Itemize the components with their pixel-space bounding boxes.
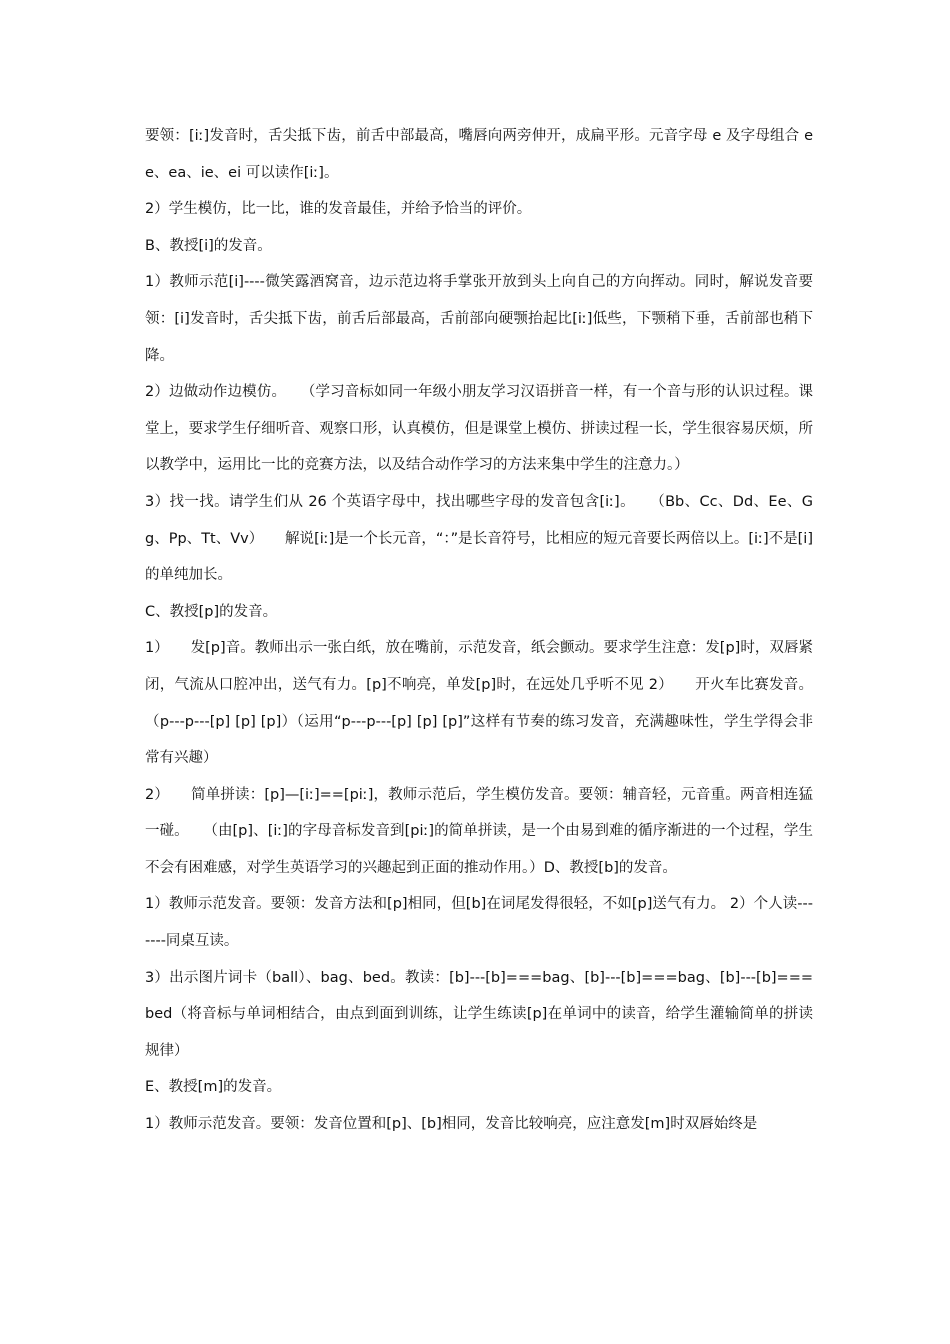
paragraph: 1） 发[p]音。教师出示一张白纸，放在嘴前，示范发音，纸会颤动。要求学生注意：发[p]时，双唇紧闭，气流从口腔冲出，送气有力。[p]不响亮，单发[p]时，在远处几乎听不见 2） 开火车比赛发音。（p---p---[p] [p] [p]）（运用“p---p---[p] [p] [p]”这样有节奏的练习发音，充满趣味性，学生学得会非常有兴趣） <box>145 640 813 767</box>
paragraph: 2）边做动作边模仿。 （学习音标如同一年级小朋友学习汉语拼音一样，有一个音与形的认识过程。课堂上，要求学生仔细听音、观察口形，认真模仿，但是课堂上模仿、拼读过程一长，学生很容易厌烦，所以教学中，运用比一比的竞赛方法，以及结合动作学习的方法来集中学生的注意力。） <box>145 384 813 474</box>
paragraph: 3）出示图片词卡（ball）、bag、bed。教读：[b]---[b]===bag、[b]---[b]===bag、[b]---[b]===bed（将音标与单词相结合，由点到面到训练，让学生练读[p]在单词中的读音，给学生灌输简单的拼读规律） <box>145 969 813 1059</box>
paragraph: 2）学生模仿，比一比，谁的发音最佳，并给予恰当的评价。 <box>145 201 532 218</box>
paragraph: 1）教师示范[i]----微笑露酒窝音，边示范边将手掌张开放到头上向自己的方向挥动。同时，解说发音要领：[i]发音时，舌尖抵下齿，前舌后部最高，舌前部向硬颚抬起比[iː]低些，下颚稍下垂，舌前部也稍下降。 <box>145 274 813 364</box>
paragraph: 要领：[iː]发音时，舌尖抵下齿，前舌中部最高，嘴唇向两旁伸开，成扁平形。元音字母 e 及字母组合 ee、ea、ie、ei 可以读作[iː]。 <box>145 128 813 181</box>
paragraph: 2） 简单拼读：[p]—[iː]==[piː]，教师示范后，学生模仿发音。要领：辅音轻，元音重。两音相连猛一碰。 （由[p]、[iː]的字母音标发音到[piː]的简单拼读，是一个由易到难的循序渐进的一个过程，学生不会有困难感，对学生英语学习的兴趣起到正面的推动作用。）D、教授[b]的发音。 <box>145 786 813 876</box>
paragraph: 3）找一找。请学生们从 26 个英语字母中，找出哪些字母的发音包含[iː]。 （Bb、Cc、Dd、Ee、Gg、Pp、Tt、Vv） 解说[iː]是一个长元音，“：”是长音符号，比相应的短元音要长两倍以上。[iː]不是[i]的单纯加长。 <box>145 493 813 584</box>
section-heading: E、教授[m]的发音。 <box>145 1079 282 1096</box>
paragraph: 1）教师示范发音。要领：发音方法和[p]相同，但[b]在词尾发得很轻，不如[p]送气有力。 2）个人读-------同桌互读。 <box>145 896 813 950</box>
paragraph: 1）教师示范发音。要领：发音位置和[p]、[b]相同，发音比较响亮，应注意发[m]时双唇始终是 <box>145 1116 758 1133</box>
section-heading: C、教授[p]的发音。 <box>145 603 278 620</box>
document-body <box>145 118 813 1143</box>
section-heading: B、教授[i]的发音。 <box>145 237 272 254</box>
